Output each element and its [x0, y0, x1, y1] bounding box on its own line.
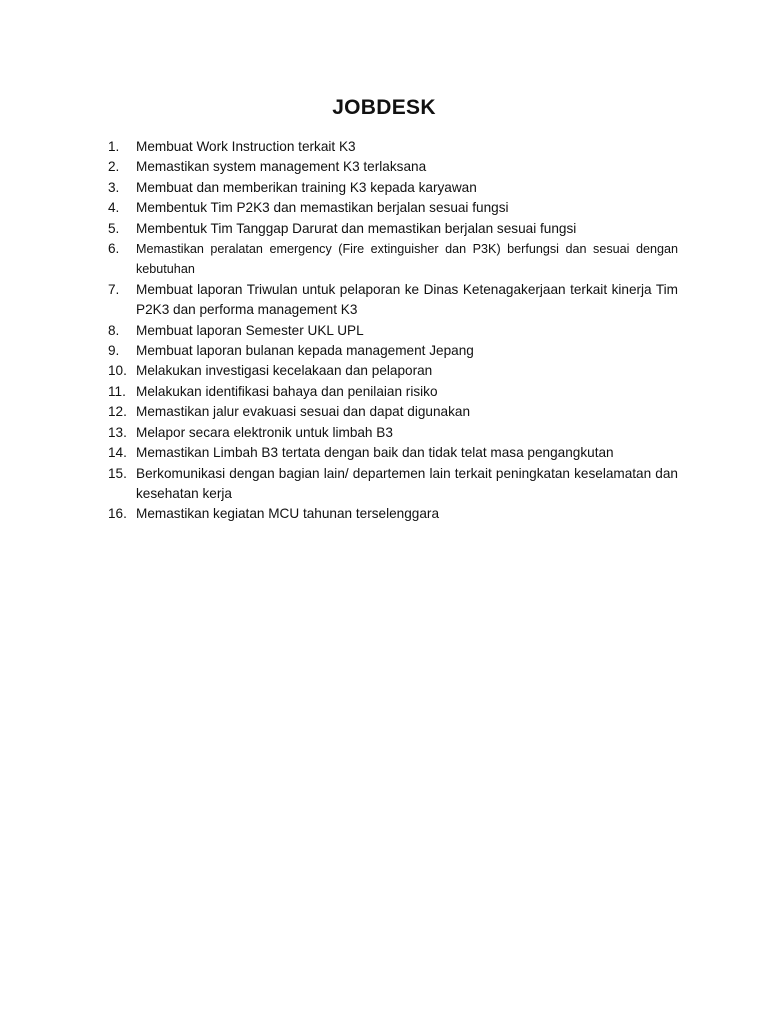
list-item-text: Melapor secara elektronik untuk limbah B3	[136, 424, 393, 440]
list-item	[108, 423, 678, 443]
list-item-number: 2.	[108, 159, 120, 175]
list-item-text: Memastikan Limbah B3 tertata dengan baik dan tidak telat masa pengangkutan	[136, 445, 614, 461]
list-item-number: 16.	[108, 506, 127, 522]
list-item	[108, 137, 678, 157]
list-item-number: 9.	[108, 343, 120, 359]
list-item	[108, 341, 678, 361]
list-item-number: 4.	[108, 200, 120, 216]
document-title: JOBDESK	[332, 96, 436, 119]
list-item	[108, 178, 678, 198]
list-item-text: Membuat laporan Triwulan untuk pelaporan ke Dinas Ketenagakerjaan terkait kinerja Tim P2K3 dan performa management K3	[136, 281, 678, 318]
list-item-number: 6.	[108, 241, 120, 257]
list-item-number: 7.	[108, 281, 120, 297]
list-item-number: 10.	[108, 363, 127, 379]
list-item-text: Melakukan investigasi kecelakaan dan pelaporan	[136, 363, 433, 379]
list-item-text: Membentuk Tim P2K3 dan memastikan berjalan sesuai fungsi	[136, 200, 509, 216]
list-item-text: Membuat laporan bulanan kepada management Jepang	[136, 343, 474, 359]
list-item-text: Memastikan peralatan emergency (Fire extinguisher dan P3K) berfungsi dan sesuai dengan kebutuhan	[136, 242, 678, 277]
list-item-text: Memastikan system management K3 terlaksana	[136, 159, 427, 175]
list-item	[108, 198, 678, 218]
jobdesk-list	[108, 137, 678, 525]
list-item	[108, 443, 678, 463]
list-item-number: 1.	[108, 139, 120, 154]
list-item-text: Membentuk Tim Tanggap Darurat dan memastikan berjalan sesuai fungsi	[136, 220, 577, 236]
list-item-number: 13.	[108, 424, 127, 440]
list-item	[108, 219, 678, 239]
list-item-number: 14.	[108, 445, 127, 461]
list-item	[108, 504, 678, 524]
list-item-number: 8.	[108, 322, 120, 338]
list-item-number: 15.	[108, 465, 127, 481]
list-item	[108, 402, 678, 422]
list-item-number: 5.	[108, 220, 120, 236]
list-item-text: Berkomunikasi dengan bagian lain/ departemen lain terkait peningkatan keselamatan dan kesehatan kerja	[136, 465, 678, 501]
list-item-number: 11.	[108, 383, 126, 399]
list-item-number: 12.	[108, 404, 127, 420]
list-item-text: Membuat dan memberikan training K3 kepada karyawan	[136, 179, 477, 195]
list-item-number: 3.	[108, 179, 120, 195]
list-item	[108, 321, 678, 341]
list-item-text: Melakukan identifikasi bahaya dan penilaian risiko	[136, 383, 438, 399]
list-item-text: Memastikan kegiatan MCU tahunan terselenggara	[136, 506, 440, 522]
list-item	[108, 157, 678, 177]
list-item-text: Membuat laporan Semester UKL UPL	[136, 322, 364, 338]
list-item	[108, 382, 678, 402]
list-item	[108, 361, 678, 381]
list-item	[108, 280, 678, 321]
list-item	[108, 239, 678, 280]
list-item-text: Memastikan jalur evakuasi sesuai dan dapat digunakan	[136, 404, 471, 420]
list-item-text: Membuat Work Instruction terkait K3	[136, 139, 356, 154]
list-item	[108, 464, 678, 505]
